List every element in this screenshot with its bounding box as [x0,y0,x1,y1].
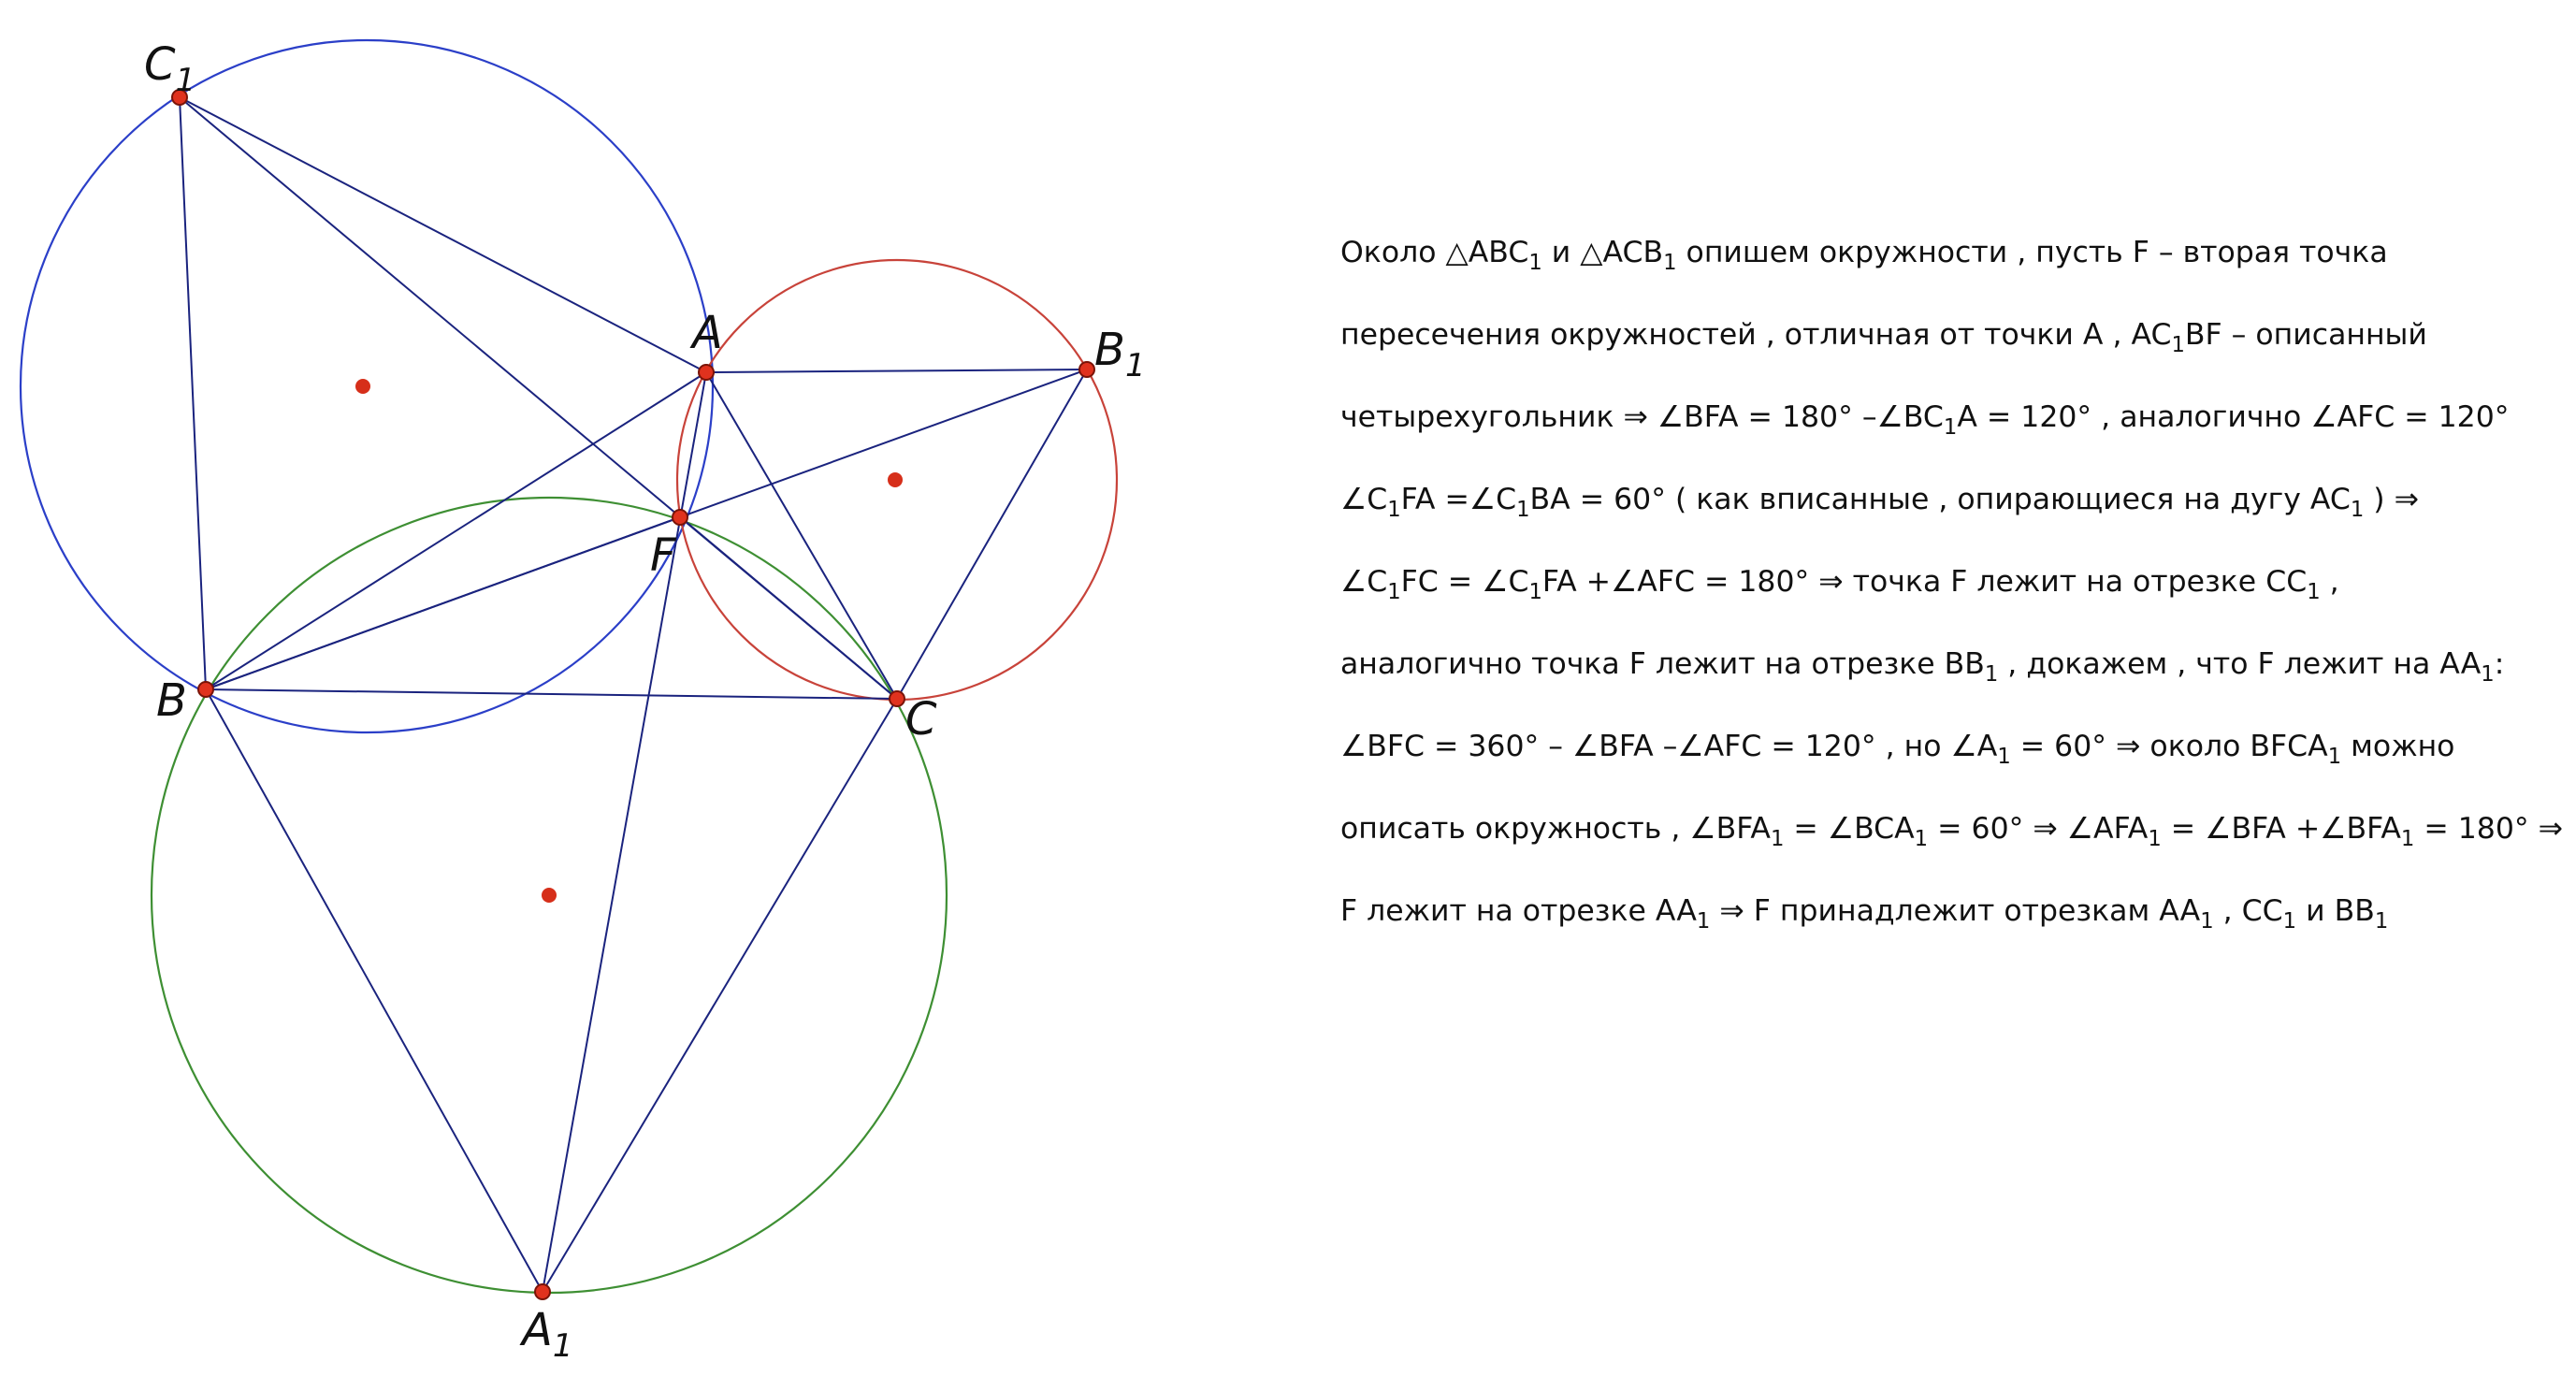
proof-line [1340,728,2566,810]
point-b1 [1079,362,1094,377]
proof-subscript: 1 [2327,744,2342,769]
proof-text-run: опишем окружности , пусть F – вторая точка [1676,236,2388,269]
proof-text-run: = 60° ⇒ около BFCA [2010,730,2328,763]
point-a1 [535,1284,550,1299]
segment-b1-c [897,369,1087,699]
proof-subscript: 1 [1997,744,2011,769]
proof-subscript: 1 [2200,908,2214,934]
proof-line [1340,316,2566,398]
proof-text-run: и △ACB [1541,236,1664,269]
proof-text-run: FA =∠C [1400,483,1517,516]
label-a1: $A_1$ [522,1304,573,1365]
proof-text-run: F лежит на отрезке AA [1340,894,1697,928]
point-a [699,365,714,380]
label-f: F [650,529,676,582]
proof-text-run: = ∠BFA +∠BFA [2161,812,2401,846]
proof-subscript: 1 [1943,414,1958,440]
proof-subscript: 1 [2481,661,2495,687]
geometry-diagram [0,0,1169,1376]
proof-subscript: 1 [2350,497,2365,522]
proof-text-run: ∠C [1340,483,1388,516]
label-b1: $B_1$ [1094,324,1146,384]
segment-a-b [206,372,706,689]
proof-text-run: = 180° ⇒ [2414,812,2564,846]
proof-line [1340,481,2566,563]
proof-subscript: 1 [1528,250,1542,275]
segment-b-c [206,689,897,699]
proof-subscript: 1 [2400,826,2415,851]
proof-text-run: пересечения окружностей , отличная от точки A , AC [1340,318,2172,352]
proof-subscript: 1 [2374,908,2389,934]
segment-b-a1 [206,689,543,1292]
proof-subscript: 1 [2307,579,2321,604]
proof-subscript: 1 [1984,661,1999,687]
proof-text-run: BF – описанный [2184,318,2427,352]
segment-c1-b [180,97,206,689]
point-b [198,682,213,697]
proof-subscript: 1 [1914,826,1929,851]
proof-text-run: , CC [2213,894,2283,928]
segment-b-f [206,517,680,689]
proof-text-run: четырехугольник ⇒ ∠BFA = 180° –∠BC [1340,400,1944,434]
proof-text-run: A = 120° , аналогично ∠AFC = 120° [1957,400,2510,434]
proof-text-run: аналогично точка F лежит на отрезке BB [1340,647,1985,681]
proof-text-run: , [2320,565,2339,599]
point-f [673,510,687,525]
segments [180,97,1087,1292]
proof-subscript: 1 [2282,908,2297,934]
proof-line [1340,645,2566,728]
center-acb1 [888,472,903,487]
proof-text-run: BA = 60° ( как вписанные , опирающиеся на дугу AC [1529,483,2351,516]
proof-subscript: 1 [1516,497,1530,522]
label-a: A [692,307,723,359]
proof-subscript: 1 [1696,908,1711,934]
proof-text-run: : [2494,647,2505,681]
center-bca1 [542,888,557,903]
label-c: C [905,693,937,746]
proof-line [1340,398,2566,481]
segment-c1-a [180,97,706,372]
proof-subscript: 1 [1770,826,1785,851]
proof-subscript: 1 [1528,579,1542,604]
proof-text-run: можно [2341,730,2455,763]
proof-text-run: ) ⇒ [2364,483,2419,516]
proof-line [1340,563,2566,645]
proof-subscript: 1 [2171,332,2185,357]
proof-subscript: 1 [1663,250,1677,275]
segment-a-b1 [706,369,1087,372]
point-c [890,691,904,706]
proof-text-run: Около △ABC [1340,236,1529,269]
proof-text-run: FC = ∠C [1400,565,1529,599]
proof-text-run: и BB [2296,894,2375,928]
proof-line [1340,892,2566,975]
proof-subscript: 1 [1387,497,1401,522]
proof-text-run: = 60° ⇒ ∠AFA [1928,812,2149,846]
proof-subscript: 1 [1387,579,1401,604]
label-b: B [156,674,187,727]
proof-text-run: ∠C [1340,565,1388,599]
label-c1: $C_1$ [144,38,196,99]
proof-subscript: 1 [2148,826,2162,851]
proof-text-run: ∠BFC = 360° – ∠BFA –∠AFC = 120° , но ∠A [1340,730,1998,763]
proof-text [1340,234,2566,975]
center-abc1 [355,379,370,394]
segment-a-c [706,372,897,699]
proof-text-run: , докажем , что F лежит на AA [1998,647,2482,681]
proof-text-run: ⇒ F принадлежит отрезкам AA [1710,894,2201,928]
proof-line [1340,234,2566,316]
proof-line [1340,810,2566,892]
proof-text-run: описать окружность , ∠BFA [1340,812,1771,846]
proof-text-run: = ∠BCA [1784,812,1915,846]
proof-text-run: FA +∠AFC = 180° ⇒ точка F лежит на отрезке CC [1541,565,2308,599]
